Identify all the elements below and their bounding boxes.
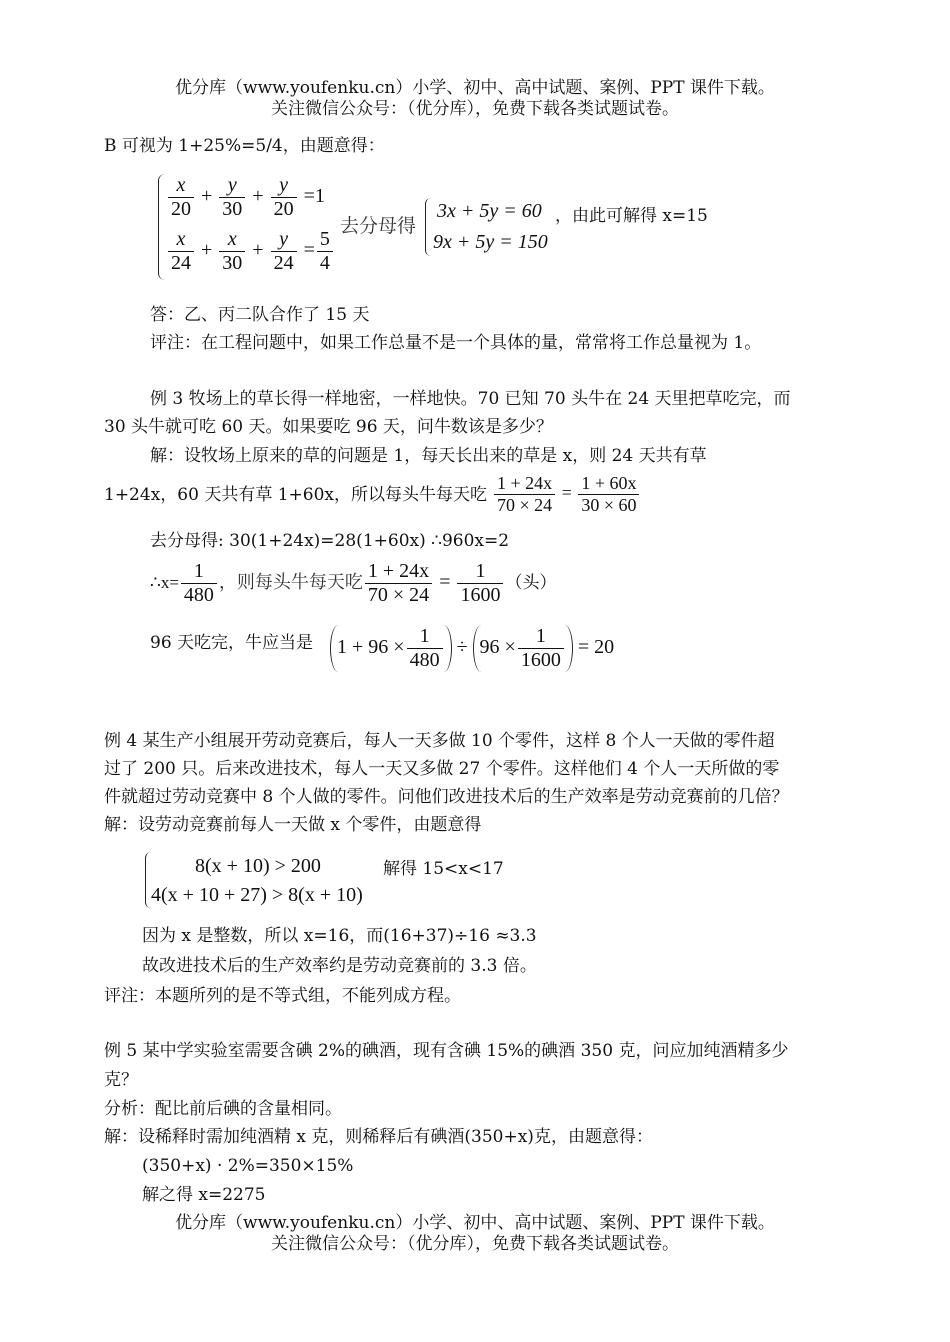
system-eq-2: $\frac{x}{24}$ + $\frac{x}{30}$ + $\frac{y}{24}$ = $\frac{5}{4}$ — [166, 228, 335, 275]
ex3-line-5: 去分母得: 30(1+24x)=28(1+60x) ∴960x=2 — [150, 531, 510, 551]
ex3-line-1: 例 3 牧场上的草长得一样地密，一样地快。70 已知 70 头牛在 24 天里把草吃完，而 — [150, 389, 791, 409]
left-brace — [158, 174, 165, 280]
ex5-solution: 解：设稀释时需加纯酒精 x 克，则稀释后有碘酒(350+x)克，由题意得： — [104, 1127, 653, 1147]
paren-group-2: 96 × $\frac{1}{1600}$ — [473, 625, 573, 672]
ex5-line-2: 克？ — [104, 1070, 138, 1090]
ex4-line-4: 解：设劳动竞赛前每人一天做 x 个零件，由题意得 — [104, 815, 482, 835]
ex4-line-1: 例 4 某生产小组展开劳动竞赛后，每人一天多做 10 个零件，这样 8 个人一天做的零件超 — [104, 731, 775, 751]
footer-line-1: 优分库（www.youfenku.cn）小学、初中、高中试题、案例、PPT 课件下载。 — [175, 1213, 775, 1233]
ex4-solved: 解得 15<x<17 — [383, 859, 504, 879]
ex4-line-3: 件就超过劳动竞赛中 8 个人做的零件。问他们改进技术后的生产效率是劳动竞赛前的几倍？ — [104, 787, 789, 807]
ex3-line-6: ∴x= $\frac{1}{480}$ ，则每头牛每天吃 $\frac{1 + 24x}{70 \times 24}$ = $\frac{1}{1600}$ （头） — [150, 560, 557, 606]
ex3-fraction-eq: $\frac{1 + 24x}{70 \times 24}$ = $\frac{1 + 60x}{30 \times 60}$ — [492, 473, 641, 515]
inequality-1: 8(x + 10) > 200 — [195, 855, 321, 877]
header-line-1: 优分库（www.youfenku.cn）小学、初中、高中试题、案例、PPT 课件下载。 — [175, 78, 775, 98]
inequality-system — [145, 850, 375, 912]
intro-text: B 可视为 1+25%=5/4，由题意得： — [104, 136, 385, 156]
system2-eq-1: 3x + 5y = 60 — [437, 200, 542, 222]
ex3-line-7: 96 天吃完，牛应当是 — [150, 633, 314, 653]
solve-text: ，由此可解得 x=15 — [555, 206, 708, 226]
ex5-answer: 解之得 x=2275 — [142, 1185, 266, 1205]
left-brace-2 — [425, 198, 431, 256]
header-line-2: 关注微信公众号：（优分库），免费下载各类试题试卷。 — [271, 99, 679, 119]
ex5-equation: (350+x) · 2%=350×15% — [142, 1156, 354, 1176]
equation-system-1 — [158, 172, 328, 284]
ex5-line-1: 例 5 某中学实验室需要含碘 2%的碘酒，现有含碘 15%的碘酒 350 克，问应加纯酒精多少 — [104, 1041, 789, 1061]
answer-1: 答：乙、丙二队合作了 15 天 — [150, 305, 370, 325]
paren-group-1: 1 + 96 × $\frac{1}{480}$ — [330, 625, 452, 672]
remove-denominators-label: 去分母得 — [340, 215, 417, 237]
ex4-line-6: 故改进技术后的生产效率约是劳动竞赛前的 3.3 倍。 — [142, 956, 537, 976]
equation-system-2 — [425, 196, 575, 260]
ex4-line-5: 因为 x 是整数，所以 x=16，而(16+37)÷16 ≈3.3 — [142, 926, 537, 946]
ex3-final-expression: 1 + 96 × $\frac{1}{480}$ ÷ 96 × $\frac{1}{1600}$ = 20 — [330, 625, 614, 672]
inequality-2: 4(x + 10 + 27) > 8(x + 10) — [151, 884, 363, 906]
system2-eq-2: 9x + 5y = 150 — [433, 231, 548, 253]
ex4-line-2: 过了 200 只。后来改进技术，每人一天又多做 27 个零件。这样他们 4 个人一天所做的零 — [104, 759, 780, 779]
comment-1: 评注：在工程问题中，如果工作总量不是一个具体的量，常常将工作总量视为 1。 — [150, 333, 762, 353]
ex3-line-3: 解：设牧场上原来的草的问题是 1，每天长出来的草是 x，则 24 天共有草 — [150, 446, 707, 466]
ex3-line-4: 1+24x，60 天共有草 1+60x，所以每头牛每天吃 — [104, 485, 487, 505]
ex5-analysis: 分析：配比前后碘的含量相同。 — [104, 1099, 342, 1119]
ex4-comment: 评注：本题所列的是不等式组，不能列成方程。 — [104, 986, 461, 1006]
footer-line-2: 关注微信公众号：（优分库），免费下载各类试题试卷。 — [271, 1234, 679, 1254]
system-eq-1: $\frac{x}{20}$ + $\frac{y}{30}$ + $\frac{y}{20}$ =1 — [166, 174, 325, 221]
ex3-line-2: 30 头牛就可吃 60 天。如果要吃 96 天，问牛数该是多少？ — [104, 417, 553, 437]
